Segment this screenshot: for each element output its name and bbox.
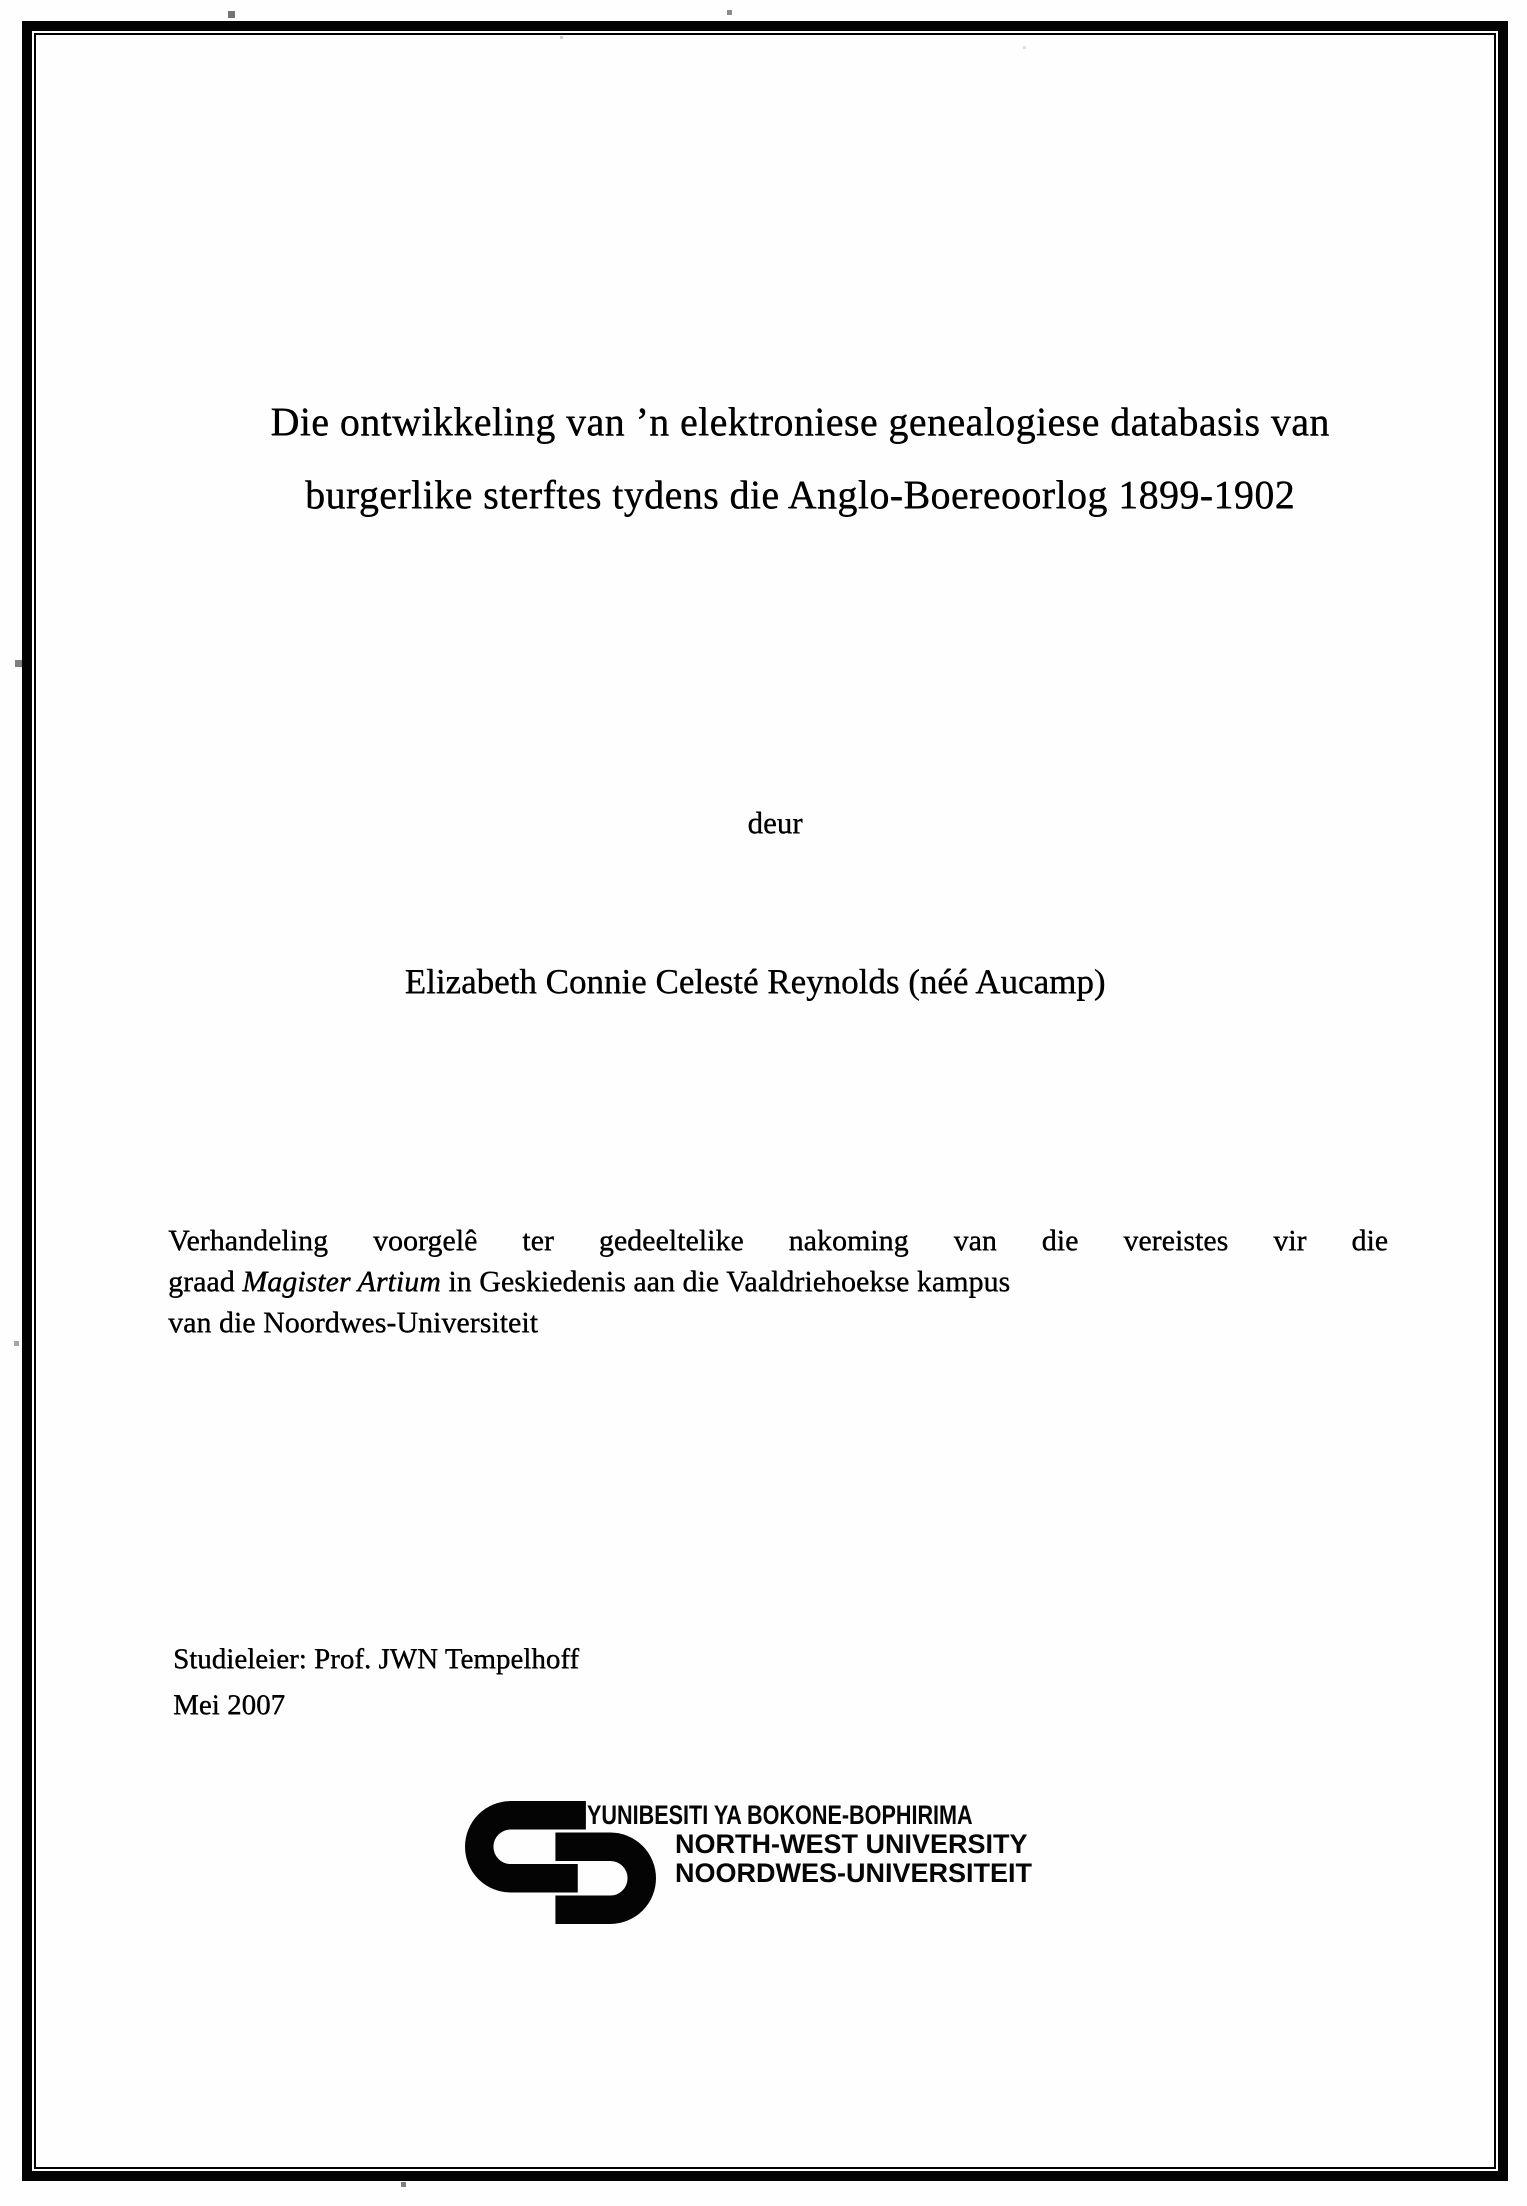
- author-name: Elizabeth Connie Celesté Reynolds (néé Aucamp): [404, 962, 1106, 1001]
- thesis-title: [165, 385, 1435, 531]
- degree-statement-line1: Verhandeling voorgelê ter gedeeltelike nakoming van die vereistes vir die: [168, 1224, 1388, 1257]
- logo-text-setswana: YUNIBESITI YA BOKONE-BOPHIRIMA: [587, 1800, 973, 1830]
- logo-text-english: NORTH-WEST UNIVERSITY: [675, 1829, 1028, 1859]
- byline: deur: [747, 805, 803, 840]
- scan-noise-specks: [0, 0, 3, 3]
- degree-name-italic: Magister Artium: [242, 1265, 441, 1298]
- degree-statement-line2-suffix: in Geskiedenis aan die Vaaldriehoekse kampus: [440, 1265, 1011, 1298]
- date-line: Mei 2007: [173, 1689, 285, 1721]
- degree-statement: [168, 1220, 1388, 1343]
- degree-statement-line2: [168, 1261, 1388, 1302]
- degree-statement-line3: van die Noordwes-Universiteit: [168, 1306, 538, 1339]
- university-logo-text: [587, 1801, 1069, 1888]
- logo-text-afrikaans: NOORDWES-UNIVERSITEIT: [675, 1858, 1033, 1888]
- thesis-title-line1: Die ontwikkeling van ’n elektroniese genealogiese databasis van: [270, 399, 1330, 444]
- thesis-title-line2: burgerlike sterftes tydens die Anglo-Boereoorlog 1899-1902: [304, 472, 1296, 517]
- degree-statement-line2-prefix: graad: [168, 1265, 243, 1298]
- supervisor-line: Studieleier: Prof. JWN Tempelhoff: [173, 1643, 580, 1675]
